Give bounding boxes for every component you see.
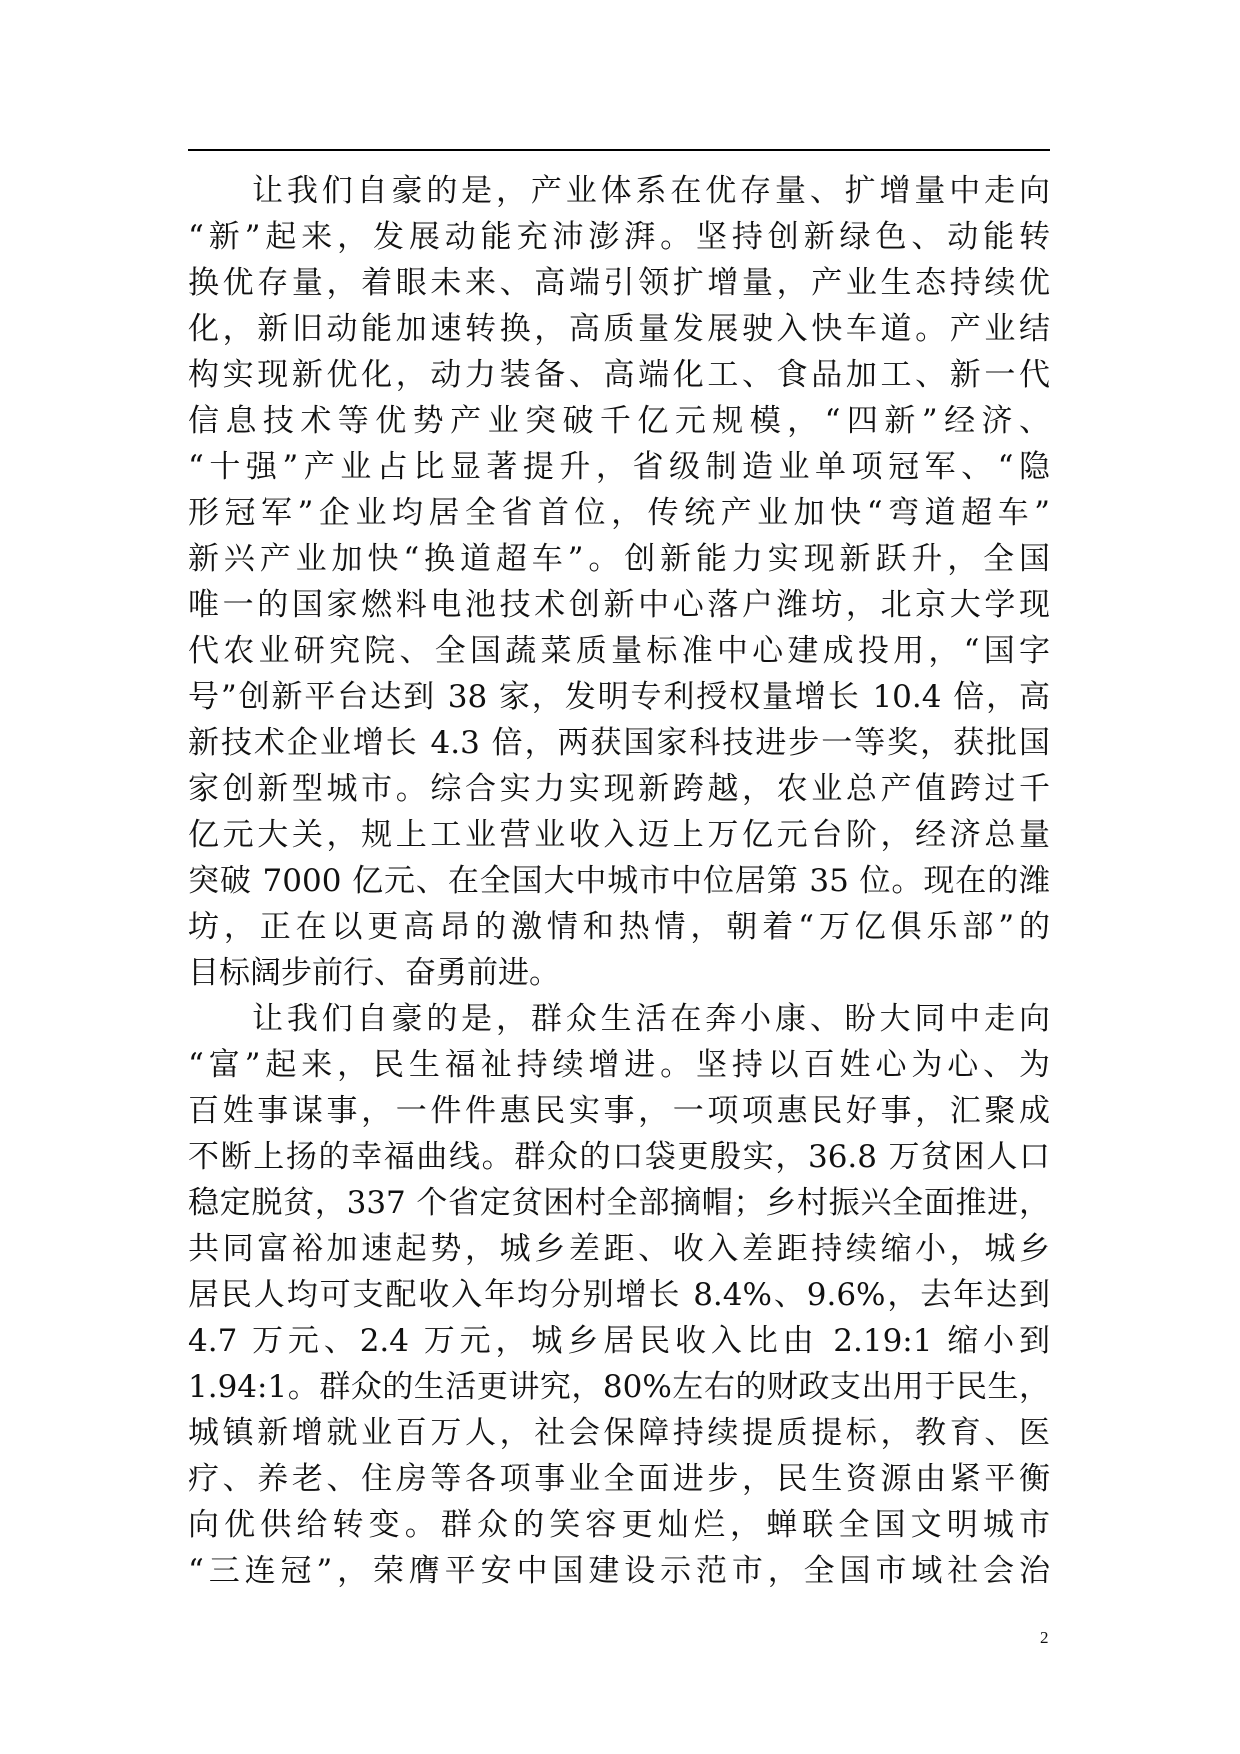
paragraph-2-line-1: 让我们自豪的是，群众生活在奔小康、盼大同中走向 bbox=[252, 1001, 1050, 1037]
paragraph-1-line-3: 换优存量，着眼未来、高端引领扩增量，产业生态持续优 bbox=[188, 265, 1050, 301]
paragraph-1-line-2: “新”起来，发展动能充沛澎湃。坚持创新绿色、动能转 bbox=[188, 219, 1050, 255]
paragraph-2-line-3: 百姓事谋事，一件件惠民实事，一项项惠民好事，汇聚成 bbox=[188, 1093, 1050, 1129]
paragraph-1-line-4: 化，新旧动能加速转换，高质量发展驶入快车道。产业结 bbox=[188, 311, 1050, 347]
paragraph-2-line-10: 城镇新增就业百万人，社会保障持续提质提标，教育、医 bbox=[188, 1415, 1050, 1451]
paragraph-2-line-6: 共同富裕加速起势，城乡差距、收入差距持续缩小，城乡 bbox=[188, 1231, 1050, 1267]
paragraph-1-line-14: 家创新型城市。综合实力实现新跨越，农业总产值跨过千 bbox=[188, 771, 1050, 807]
paragraph-1-line-8: 形冠军”企业均居全省首位，传统产业加快“弯道超车” bbox=[188, 495, 1050, 531]
paragraph-1-line-5: 构实现新优化，动力装备、高端化工、食品加工、新一代 bbox=[188, 357, 1050, 393]
paragraph-2-line-7: 居民人均可支配收入年均分别增长 8.4%、9.6%，去年达到 bbox=[188, 1277, 1050, 1313]
paragraph-2-line-9: 1.94:1。群众的生活更讲究，80%左右的财政支出用于民生， bbox=[188, 1369, 1050, 1405]
paragraph-2-line-4: 不断上扬的幸福曲线。群众的口袋更殷实，36.8 万贫困人口 bbox=[188, 1139, 1050, 1175]
paragraph-1-line-1: 让我们自豪的是，产业体系在优存量、扩增量中走向 bbox=[252, 173, 1050, 209]
paragraph-1-line-10: 唯一的国家燃料电池技术创新中心落户潍坊，北京大学现 bbox=[188, 587, 1050, 623]
paragraph-1-line-12: 号”创新平台达到 38 家，发明专利授权量增长 10.4 倍，高 bbox=[188, 679, 1050, 715]
paragraph-2-line-12: 向优供给转变。群众的笑容更灿烂，蝉联全国文明城市 bbox=[188, 1507, 1050, 1543]
body-text bbox=[188, 168, 1050, 1594]
paragraph-1-line-6: 信息技术等优势产业突破千亿元规模，“四新”经济、 bbox=[188, 403, 1050, 439]
paragraph-1-line-15: 亿元大关，规上工业营业收入迈上万亿元台阶，经济总量 bbox=[188, 817, 1050, 853]
paragraph-2-line-11: 疗、养老、住房等各项事业全面进步，民生资源由紧平衡 bbox=[188, 1461, 1050, 1497]
paragraph-2-line-5: 稳定脱贫，337 个省定贫困村全部摘帽；乡村振兴全面推进， bbox=[188, 1185, 1050, 1221]
paragraph-1-line-16: 突破 7000 亿元、在全国大中城市中位居第 35 位。现在的潍 bbox=[188, 863, 1050, 899]
page-number: 2 bbox=[1040, 1628, 1049, 1647]
paragraph-1-line-13: 新技术企业增长 4.3 倍，两获国家科技进步一等奖，获批国 bbox=[188, 725, 1050, 761]
paragraph-1-line-18: 目标阔步前行、奋勇前进。 bbox=[188, 955, 560, 991]
header-rule bbox=[188, 149, 1050, 151]
paragraph-2-line-2: “富”起来，民生福祉持续增进。坚持以百姓心为心、为 bbox=[188, 1047, 1050, 1083]
paragraph-1-line-7: “十强”产业占比显著提升，省级制造业单项冠军、“隐 bbox=[188, 449, 1050, 485]
paragraph-1-line-17: 坊，正在以更高昂的激情和热情，朝着“万亿俱乐部”的 bbox=[188, 909, 1050, 945]
paragraph-1-line-9: 新兴产业加快“换道超车”。创新能力实现新跃升，全国 bbox=[188, 541, 1050, 577]
paragraph-2-line-13: “三连冠”，荣膺平安中国建设示范市，全国市域社会治 bbox=[188, 1553, 1050, 1589]
paragraph-2-line-8: 4.7 万元、2.4 万元，城乡居民收入比由 2.19:1 缩小到 bbox=[188, 1323, 1050, 1359]
paragraph-1-line-11: 代农业研究院、全国蔬菜质量标准中心建成投用，“国字 bbox=[188, 633, 1050, 669]
